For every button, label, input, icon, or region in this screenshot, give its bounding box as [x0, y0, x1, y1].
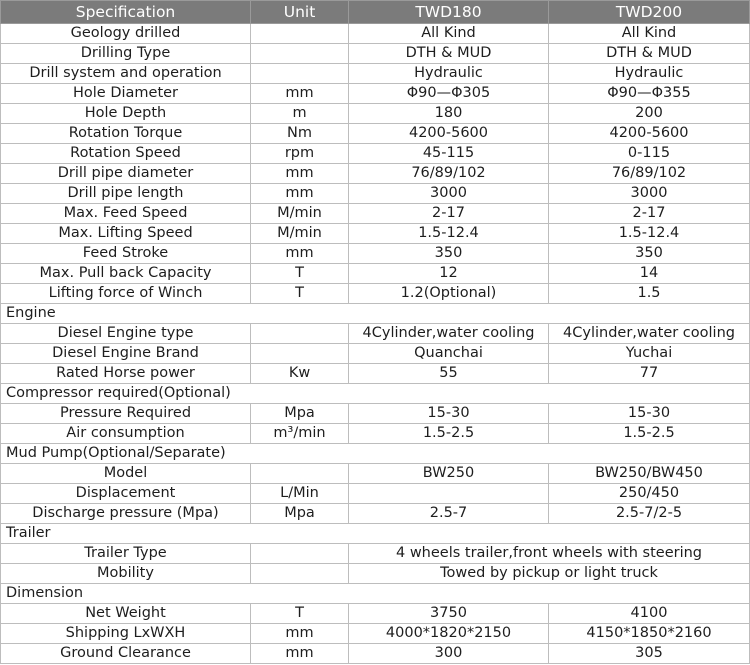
- twd200-value-cell: 3000: [549, 184, 750, 204]
- twd200-value-cell: All Kind: [549, 24, 750, 44]
- spec-name-cell: Rotation Torque: [1, 124, 251, 144]
- twd180-value-cell: DTH & MUD: [349, 44, 549, 64]
- table-row: [1, 624, 750, 644]
- twd180-value-cell: 300: [349, 644, 549, 664]
- twd200-value-cell: 0-115: [549, 144, 750, 164]
- twd180-value-cell: 2.5-7: [349, 504, 549, 524]
- twd200-value-cell: 2.5-7/2-5: [549, 504, 750, 524]
- merged-value-cell: Towed by pickup or light truck: [349, 564, 750, 584]
- section-row: [1, 524, 750, 544]
- twd180-value-cell: 1.2(Optional): [349, 284, 549, 304]
- header-row: [1, 1, 750, 24]
- table-row: [1, 504, 750, 524]
- unit-cell: mm: [251, 184, 349, 204]
- section-heading: Trailer: [1, 524, 750, 544]
- unit-cell: M/min: [251, 204, 349, 224]
- section-row: [1, 584, 750, 604]
- table-row: [1, 604, 750, 624]
- spec-name-cell: Net Weight: [1, 604, 251, 624]
- twd200-value-cell: 77: [549, 364, 750, 384]
- unit-cell: [251, 464, 349, 484]
- section-heading: Engine: [1, 304, 750, 324]
- unit-cell: mm: [251, 84, 349, 104]
- twd200-value-cell: 76/89/102: [549, 164, 750, 184]
- unit-cell: mm: [251, 624, 349, 644]
- unit-cell: [251, 24, 349, 44]
- table-row: [1, 404, 750, 424]
- spec-name-cell: Pressure Required: [1, 404, 251, 424]
- twd200-value-cell: 4150*1850*2160: [549, 624, 750, 644]
- twd200-value-cell: 4100: [549, 604, 750, 624]
- twd180-value-cell: 12: [349, 264, 549, 284]
- twd180-value-cell: Hydraulic: [349, 64, 549, 84]
- unit-cell: Mpa: [251, 504, 349, 524]
- spec-name-cell: Drill pipe length: [1, 184, 251, 204]
- unit-cell: T: [251, 264, 349, 284]
- section-heading: Mud Pump(Optional/Separate): [1, 444, 750, 464]
- twd180-value-cell: 2-17: [349, 204, 549, 224]
- twd180-value-cell: 45-115: [349, 144, 549, 164]
- spec-name-cell: Displacement: [1, 484, 251, 504]
- header-twd200: TWD200: [549, 1, 750, 24]
- spec-name-cell: Rotation Speed: [1, 144, 251, 164]
- twd200-value-cell: DTH & MUD: [549, 44, 750, 64]
- table-row: [1, 64, 750, 84]
- section-heading: Dimension: [1, 584, 750, 604]
- twd200-value-cell: Hydraulic: [549, 64, 750, 84]
- table-row: [1, 164, 750, 184]
- spec-name-cell: Max. Lifting Speed: [1, 224, 251, 244]
- table-row: [1, 84, 750, 104]
- table-row: [1, 364, 750, 384]
- unit-cell: Mpa: [251, 404, 349, 424]
- table-row: [1, 564, 750, 584]
- twd200-value-cell: 2-17: [549, 204, 750, 224]
- section-row: [1, 304, 750, 324]
- unit-cell: [251, 324, 349, 344]
- spec-name-cell: Air consumption: [1, 424, 251, 444]
- twd180-value-cell: Quanchai: [349, 344, 549, 364]
- twd180-value-cell: 1.5-12.4: [349, 224, 549, 244]
- twd180-value-cell: 55: [349, 364, 549, 384]
- spec-name-cell: Trailer Type: [1, 544, 251, 564]
- spec-name-cell: Geology drilled: [1, 24, 251, 44]
- unit-cell: [251, 564, 349, 584]
- table-row: [1, 424, 750, 444]
- spec-name-cell: Rated Horse power: [1, 364, 251, 384]
- twd200-value-cell: 250/450: [549, 484, 750, 504]
- twd180-value-cell: All Kind: [349, 24, 549, 44]
- spec-name-cell: Diesel Engine type: [1, 324, 251, 344]
- unit-cell: mm: [251, 244, 349, 264]
- spec-name-cell: Feed Stroke: [1, 244, 251, 264]
- twd200-value-cell: 4200-5600: [549, 124, 750, 144]
- twd200-value-cell: Φ90—Φ355: [549, 84, 750, 104]
- twd180-value-cell: 4000*1820*2150: [349, 624, 549, 644]
- spec-name-cell: Max. Pull back Capacity: [1, 264, 251, 284]
- unit-cell: T: [251, 604, 349, 624]
- unit-cell: T: [251, 284, 349, 304]
- unit-cell: mm: [251, 164, 349, 184]
- twd180-value-cell: 76/89/102: [349, 164, 549, 184]
- twd180-value-cell: 3000: [349, 184, 549, 204]
- unit-cell: rpm: [251, 144, 349, 164]
- unit-cell: [251, 64, 349, 84]
- table-row: [1, 224, 750, 244]
- spec-name-cell: Hole Depth: [1, 104, 251, 124]
- table-row: [1, 324, 750, 344]
- table-row: [1, 104, 750, 124]
- section-row: [1, 384, 750, 404]
- twd200-value-cell: 305: [549, 644, 750, 664]
- twd180-value-cell: 1.5-2.5: [349, 424, 549, 444]
- spec-name-cell: Drill pipe diameter: [1, 164, 251, 184]
- spec-name-cell: Ground Clearance: [1, 644, 251, 664]
- twd200-value-cell: 1.5-12.4: [549, 224, 750, 244]
- twd200-value-cell: 350: [549, 244, 750, 264]
- table-row: [1, 124, 750, 144]
- twd200-value-cell: 1.5: [549, 284, 750, 304]
- table-row: [1, 204, 750, 224]
- twd200-value-cell: 1.5-2.5: [549, 424, 750, 444]
- spec-table-body: [1, 24, 750, 664]
- spec-name-cell: Drill system and operation: [1, 64, 251, 84]
- spec-name-cell: Drilling Type: [1, 44, 251, 64]
- table-row: [1, 184, 750, 204]
- unit-cell: Kw: [251, 364, 349, 384]
- spec-name-cell: Diesel Engine Brand: [1, 344, 251, 364]
- spec-name-cell: Shipping LxWXH: [1, 624, 251, 644]
- spec-name-cell: Hole Diameter: [1, 84, 251, 104]
- table-row: [1, 544, 750, 564]
- table-row: [1, 284, 750, 304]
- table-row: [1, 144, 750, 164]
- spec-name-cell: Model: [1, 464, 251, 484]
- merged-value-cell: 4 wheels trailer,front wheels with steering: [349, 544, 750, 564]
- unit-cell: m³/min: [251, 424, 349, 444]
- table-row: [1, 464, 750, 484]
- table-row: [1, 44, 750, 64]
- unit-cell: [251, 544, 349, 564]
- twd180-value-cell: [349, 484, 549, 504]
- twd180-value-cell: 15-30: [349, 404, 549, 424]
- unit-cell: [251, 44, 349, 64]
- unit-cell: mm: [251, 644, 349, 664]
- header-unit: Unit: [251, 1, 349, 24]
- spec-name-cell: Max. Feed Speed: [1, 204, 251, 224]
- twd180-value-cell: 3750: [349, 604, 549, 624]
- twd180-value-cell: 350: [349, 244, 549, 264]
- unit-cell: L/Min: [251, 484, 349, 504]
- table-row: [1, 644, 750, 664]
- twd200-value-cell: 200: [549, 104, 750, 124]
- header-twd180: TWD180: [349, 1, 549, 24]
- twd200-value-cell: 14: [549, 264, 750, 284]
- unit-cell: Nm: [251, 124, 349, 144]
- table-row: [1, 24, 750, 44]
- spec-table-header: [1, 1, 750, 24]
- twd200-value-cell: 4Cylinder,water cooling: [549, 324, 750, 344]
- twd200-value-cell: Yuchai: [549, 344, 750, 364]
- spec-name-cell: Lifting force of Winch: [1, 284, 251, 304]
- twd200-value-cell: 15-30: [549, 404, 750, 424]
- table-row: [1, 344, 750, 364]
- unit-cell: m: [251, 104, 349, 124]
- unit-cell: M/min: [251, 224, 349, 244]
- table-row: [1, 264, 750, 284]
- section-heading: Compressor required(Optional): [1, 384, 750, 404]
- twd200-value-cell: BW250/BW450: [549, 464, 750, 484]
- twd180-value-cell: Φ90—Φ305: [349, 84, 549, 104]
- twd180-value-cell: BW250: [349, 464, 549, 484]
- spec-name-cell: Discharge pressure (Mpa): [1, 504, 251, 524]
- twd180-value-cell: 180: [349, 104, 549, 124]
- header-specification: Specification: [1, 1, 251, 24]
- twd180-value-cell: 4Cylinder,water cooling: [349, 324, 549, 344]
- twd180-value-cell: 4200-5600: [349, 124, 549, 144]
- table-row: [1, 244, 750, 264]
- section-row: [1, 444, 750, 464]
- spec-name-cell: Mobility: [1, 564, 251, 584]
- table-row: [1, 484, 750, 504]
- unit-cell: [251, 344, 349, 364]
